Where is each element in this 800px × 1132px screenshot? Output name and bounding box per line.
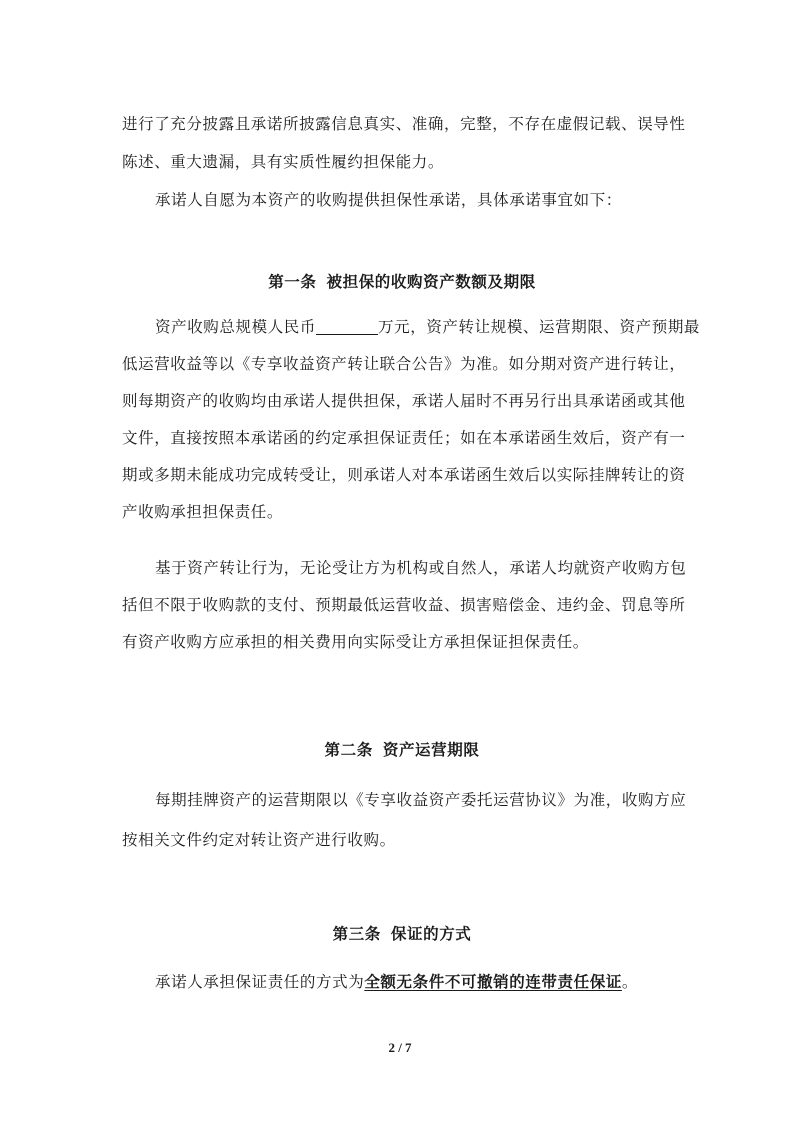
article-1-title: 被担保的收购资产数额及期限 <box>326 273 536 291</box>
article-3-text: 承诺人承担保证责任的方式为 <box>155 973 365 991</box>
article-1-p2-line-1: 基于资产转让行为，无论受让方为机构或自然人，承诺人均就资产收购方包 <box>155 559 687 577</box>
intro-line-1: 进行了充分披露且承诺所披露信息真实、准确，完整，不存在虚假记载、误导性 <box>122 115 686 133</box>
article-2-line-1: 每期挂牌资产的运营期限以《专享收益资产委托运营协议》为准，收购方应 <box>155 791 687 809</box>
article-3-line-1 <box>155 972 682 992</box>
article-1-heading <box>122 272 682 292</box>
article-3-period: 。 <box>621 973 639 991</box>
article-3-heading <box>122 924 682 944</box>
article-1-p1-line-2: 低运营收益等以《专享收益资产转让联合公告》为准。如分期对资产进行转让， <box>122 355 686 373</box>
article-1-p1-line-1 <box>155 317 701 337</box>
article-1-p2-line-2: 括但不限于收购款的支付、预期最低运营收益、损害赔偿金、违约金、罚息等所 <box>122 596 686 614</box>
article-1-p2-line-3: 有资产收购方应承担的相关费用向实际受让方承担保证担保责任。 <box>122 633 589 651</box>
article-1-number: 第一条 <box>268 273 317 291</box>
article-2-heading <box>122 740 682 760</box>
article-2-title: 资产运营期限 <box>382 741 480 759</box>
article-1-p1-line-6: 产收购承担担保责任。 <box>122 503 284 521</box>
guarantee-type-emphasis: 全额无条件不可撤销的连带责任保证 <box>364 973 622 991</box>
intro-line-3: 承诺人自愿为本资产的收购提供担保性承诺，具体承诺事宜如下： <box>155 191 622 209</box>
article-1-p1-line-4: 文件，直接按照本承诺函的约定承担保证责任；如在本承诺函生效后，资产有一 <box>122 429 686 447</box>
article-2-line-2: 按相关文件约定对转让资产进行收购。 <box>122 831 396 849</box>
amount-blank <box>316 318 378 335</box>
page-number: 2 / 7 <box>388 1040 412 1055</box>
article-3-number: 第三条 <box>332 925 381 943</box>
article-1-p1-text-b: 万元，资产转让规模、运营期限、资产预期最 <box>378 318 701 336</box>
article-1-p1-text-a: 资产收购总规模人民币 <box>155 318 317 336</box>
intro-line-2: 陈述、重大遗漏，具有实质性履约担保能力。 <box>122 153 445 171</box>
article-1-p1-line-5: 期或多期未能成功完成转受让，则承诺人对本承诺函生效后以实际挂牌转让的资 <box>122 466 686 484</box>
article-1-p1-line-3: 则每期资产的收购均由承诺人提供担保，承诺人届时不再另行出具承诺函或其他 <box>122 392 686 410</box>
article-3-title: 保证的方式 <box>390 925 472 943</box>
article-2-number: 第二条 <box>324 741 373 759</box>
